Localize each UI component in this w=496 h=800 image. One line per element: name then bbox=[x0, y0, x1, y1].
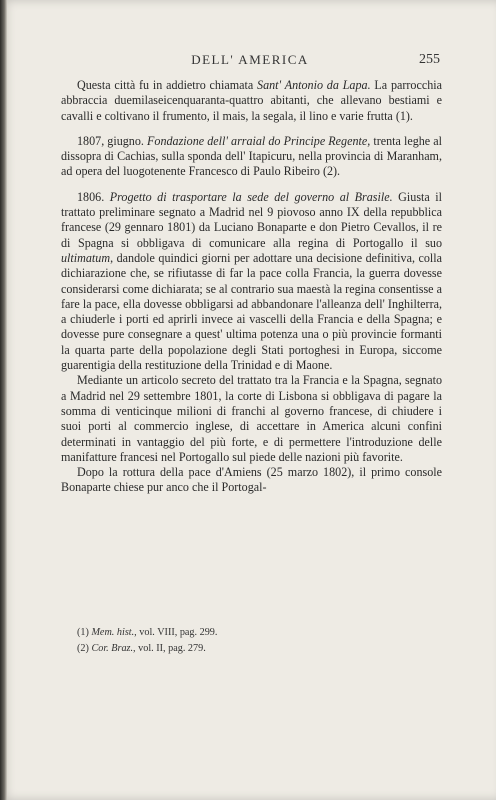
entry-title: Fondazione dell' arraial do Principe Regente, bbox=[147, 133, 371, 148]
footnote-reference: vol. VIII, pag. 299. bbox=[136, 627, 218, 638]
entry-date: 1807, giugno. bbox=[77, 133, 148, 148]
footnotes bbox=[77, 625, 417, 657]
footnote-marker: (1) bbox=[77, 627, 92, 638]
paragraph-text: La parrocchia abbraccia duemilaseicenquaranta-quattro abitanti, che allevano bestiami e cavalli e coltivano il frumento, il mais, la segala, il lino e varie frutta (1). bbox=[61, 78, 442, 123]
footnote-2 bbox=[77, 641, 417, 657]
footnote-reference: vol. II, pag. 279. bbox=[135, 643, 206, 654]
paragraph-text: , dandole quindici giorni per adottare una decisione definitiva, colla dichiarazione che, se rifiutasse di far la pace colla Francia, la guerra dovesse considerarsi come dichiarata; se al contrario sua maestà la regina consentisse a fare la pace, ella dovesse obbligarsi ad abbandonare l'alleanza dell' Inghilterra, a chiuderle i porti ed aprirli invece ai vascelli della Francia e della Spagna; e dovesse pure consegnare a quest' ultima potenza una o più provincie formanti la quarta parte della popolazione degli Stati portoghesi in Europa, siccome guarentigia della restituzione della Trinidad e di Maone. bbox=[61, 250, 442, 373]
paragraph-articolo-secreto: Mediante un articolo secreto del trattato tra la Francia e la Spagna, segnato a Madrid nel 29 settembre 1801, la corte di Lisbona si obbligava di pagare la somma di venticinque milioni di franchi al governo francese, di chiudere i suoi porti al commercio inglese, di accettare in America alcuni confini determinati in vantaggio del più forte, e di permettere l'introduzione delle manifatture francesi nel Portogallo sul piede delle nazioni più favorite. bbox=[61, 373, 442, 464]
footnote-1 bbox=[77, 625, 417, 641]
footnote-source: Mem. hist., bbox=[91, 627, 137, 638]
paragraph-text: trenta leghe al dissopra di Cachias, sulla sponda dell' Itapicuru, nella provincia di Maranham, ad opera del luogotenente Francesco di Paulo Ribeiro (2). bbox=[61, 133, 442, 179]
italic-term-ultimatum: ultimatum bbox=[61, 250, 111, 265]
paragraph-pace-amiens: Dopo la rottura della pace d'Amiens (25 marzo 1802), il primo console Bonaparte chiese pur anco che il Portogal- bbox=[61, 465, 442, 495]
entry-1807-giugno bbox=[61, 134, 442, 180]
italic-place-name: Sant' Antonio da Lapa. bbox=[257, 78, 371, 92]
entry-date: 1806. bbox=[77, 189, 110, 204]
page-body bbox=[61, 78, 442, 496]
footnote-source: Cor. Braz., bbox=[91, 643, 136, 654]
paragraph-text: Questa città fu in addietro chiamata bbox=[77, 78, 258, 92]
entry-1806 bbox=[61, 190, 442, 374]
footnote-marker: (2) bbox=[77, 643, 92, 654]
book-spine-shadow bbox=[0, 0, 7, 800]
entry-title: Progetto di trasportare la sede del governo al Brasile. bbox=[109, 189, 393, 204]
paragraph-text: Giusta il trattato preliminare segnato a Madrid nel 9 piovoso anno IX della repubblica francese (29 gennaro 1801) da Luciano Bonaparte e don Pietro Cevallos, il re di Spagna si obbligava di comunicare alla regina di Portogallo il suo bbox=[61, 189, 443, 250]
page-number: 255 bbox=[419, 52, 440, 67]
running-title: DELL' AMERICA bbox=[191, 52, 309, 67]
paragraph-santo-antonio bbox=[61, 78, 442, 124]
page-header bbox=[60, 52, 440, 70]
